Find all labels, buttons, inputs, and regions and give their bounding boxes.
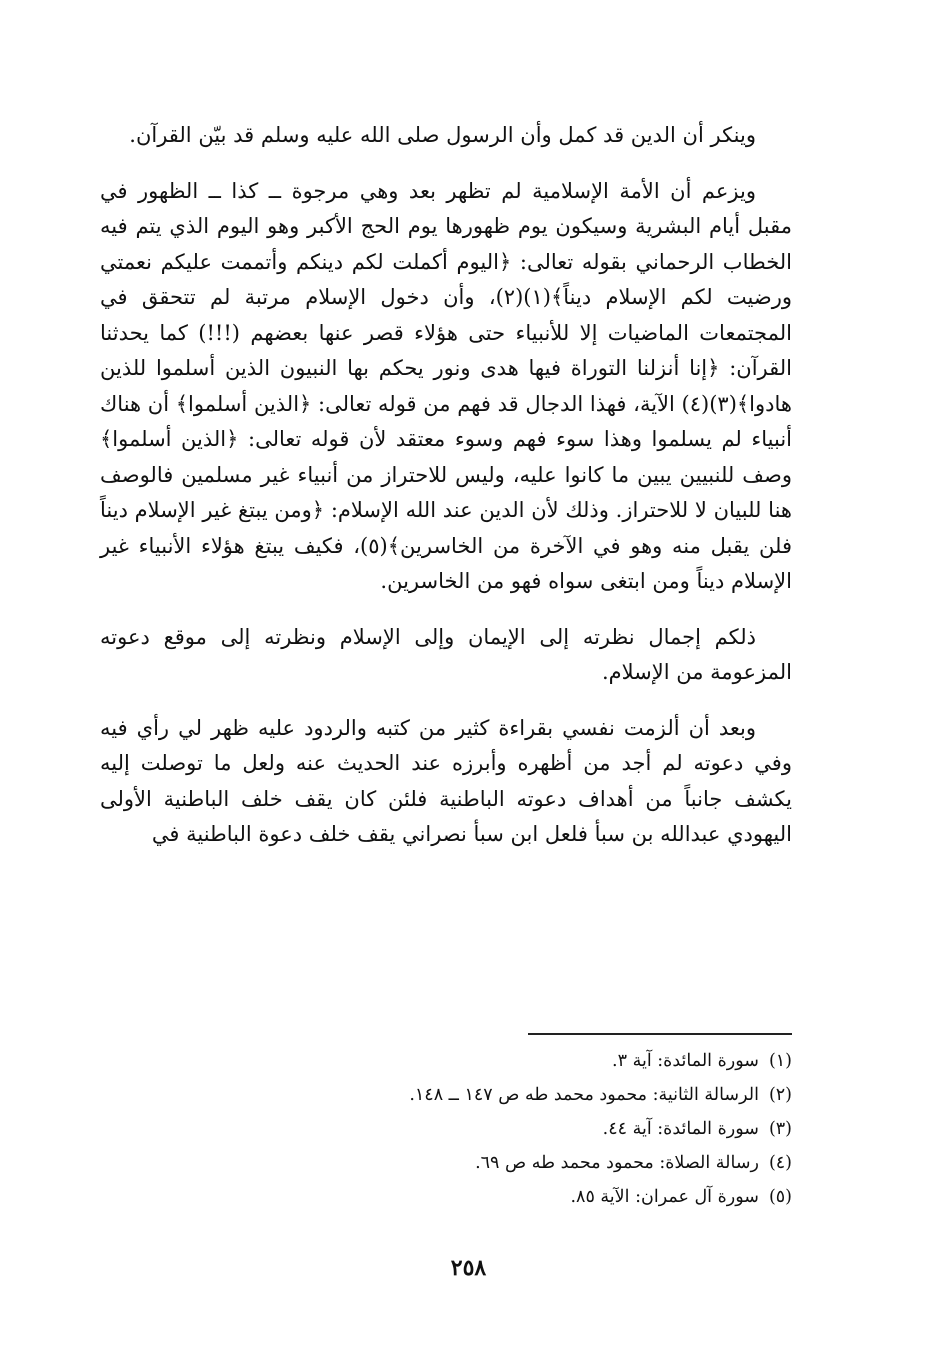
main-text xyxy=(100,118,792,873)
footnote-text: رسالة الصلاة: محمود محمد طه ص ٦٩. xyxy=(475,1153,759,1173)
footnote-number: (٥) xyxy=(768,1187,792,1207)
paragraph-4: وبعد أن ألزمت نفسي بقراءة كثير من كتبه والردود عليه ظهر لي رأي فيه وفي دعوته لم أجد من أظهره وأبرزه عند الحديث عنه ولعل ما توصلت إليه يكشف جانباً من أهداف دعوته الباطنية فلئن كان يقف خلف الباطنية الأولى اليهودي عبدالله بن سبأ فلعل ابن سبأ نصراني يقف خلف دعوة الباطنية في xyxy=(100,715,792,846)
paragraph-1: وينكر أن الدين قد كمل وأن الرسول صلى الله عليه وسلم قد بيّن القرآن. xyxy=(129,123,756,147)
footnote-2 xyxy=(100,1078,792,1112)
footnote-number: (٣) xyxy=(768,1119,792,1139)
footnote-text: سورة آل عمران: الآية ٨٥. xyxy=(570,1187,759,1207)
paragraph-2: ويزعم أن الأمة الإسلامية لم تظهر بعد وهي مرجوة ــ كذا ــ الظهور في مقبل أيام البشرية وسيكون يوم ظهورها يوم الحج الأكبر وهو اليوم الذي يتم فيه الخطاب الرحماني بقوله تعالى: ﴿اليوم أكملت لكم دينكم وأتممت عليكم نعمتي ورضيت لكم الإسلام ديناً﴾(١)(٢)، وأن دخول الإسلام مرتبة لم تتحقق في المجتمعات الماضيات إلا للأنبياء حتى هؤلاء قصر عنها بعضهم (!!!) كما يحدثنا القرآن: ﴿إنا أنزلنا التوراة فيها هدى ونور يحكم بها النبيون الذين أسلموا للذين هادوا﴾(٣)(٤) الآية، فهذا الدجال قد فهم من قوله تعالى: ﴿الذين أسلموا﴾ أن هناك أنبياء لم يسلموا وهذا سوء فهم وسوء معتقد لأن قوله تعالى: ﴿الذين أسلموا﴾ وصف للنبيين يبين ما كانوا عليه، وليس للاحتراز من أنبياء غير مسلمين فالوصف هنا للبيان لا للاحتراز. وذلك لأن الدين عند الله الإسلام: ﴿ومن يبتغ غير الإسلام ديناً فلن يقبل منه وهو في الآخرة من الخاسرين﴾(٥)، فكيف يبتغ هؤلاء الأنبياء غير الإسلام ديناً ومن ابتغى سواه فهو من الخاسرين. xyxy=(100,178,793,593)
page-number: ٢٥٨ xyxy=(450,1255,487,1281)
footnote-text: سورة المائدة: آية ٣. xyxy=(612,1051,759,1071)
footnotes-list xyxy=(100,1044,792,1214)
footnote-5 xyxy=(100,1180,792,1214)
footnote-divider xyxy=(528,1033,792,1035)
footnote-4 xyxy=(100,1146,792,1180)
paragraph-3: ذلكم إجمال نظرته إلى الإيمان وإلى الإسلام ونظرته إلى موقع دعوته المزعومة من الإسلام. xyxy=(100,624,792,684)
footnote-text: سورة المائدة: آية ٤٤. xyxy=(602,1119,759,1139)
footnote-number: (٤) xyxy=(768,1153,792,1173)
footnote-3 xyxy=(100,1112,792,1146)
footnote-text: الرسالة الثانية: محمود محمد طه ص ١٤٧ ــ ١٤٨. xyxy=(409,1085,759,1105)
footnote-1 xyxy=(100,1044,792,1078)
footnote-number: (١) xyxy=(768,1051,792,1071)
footnote-number: (٢) xyxy=(768,1085,792,1105)
